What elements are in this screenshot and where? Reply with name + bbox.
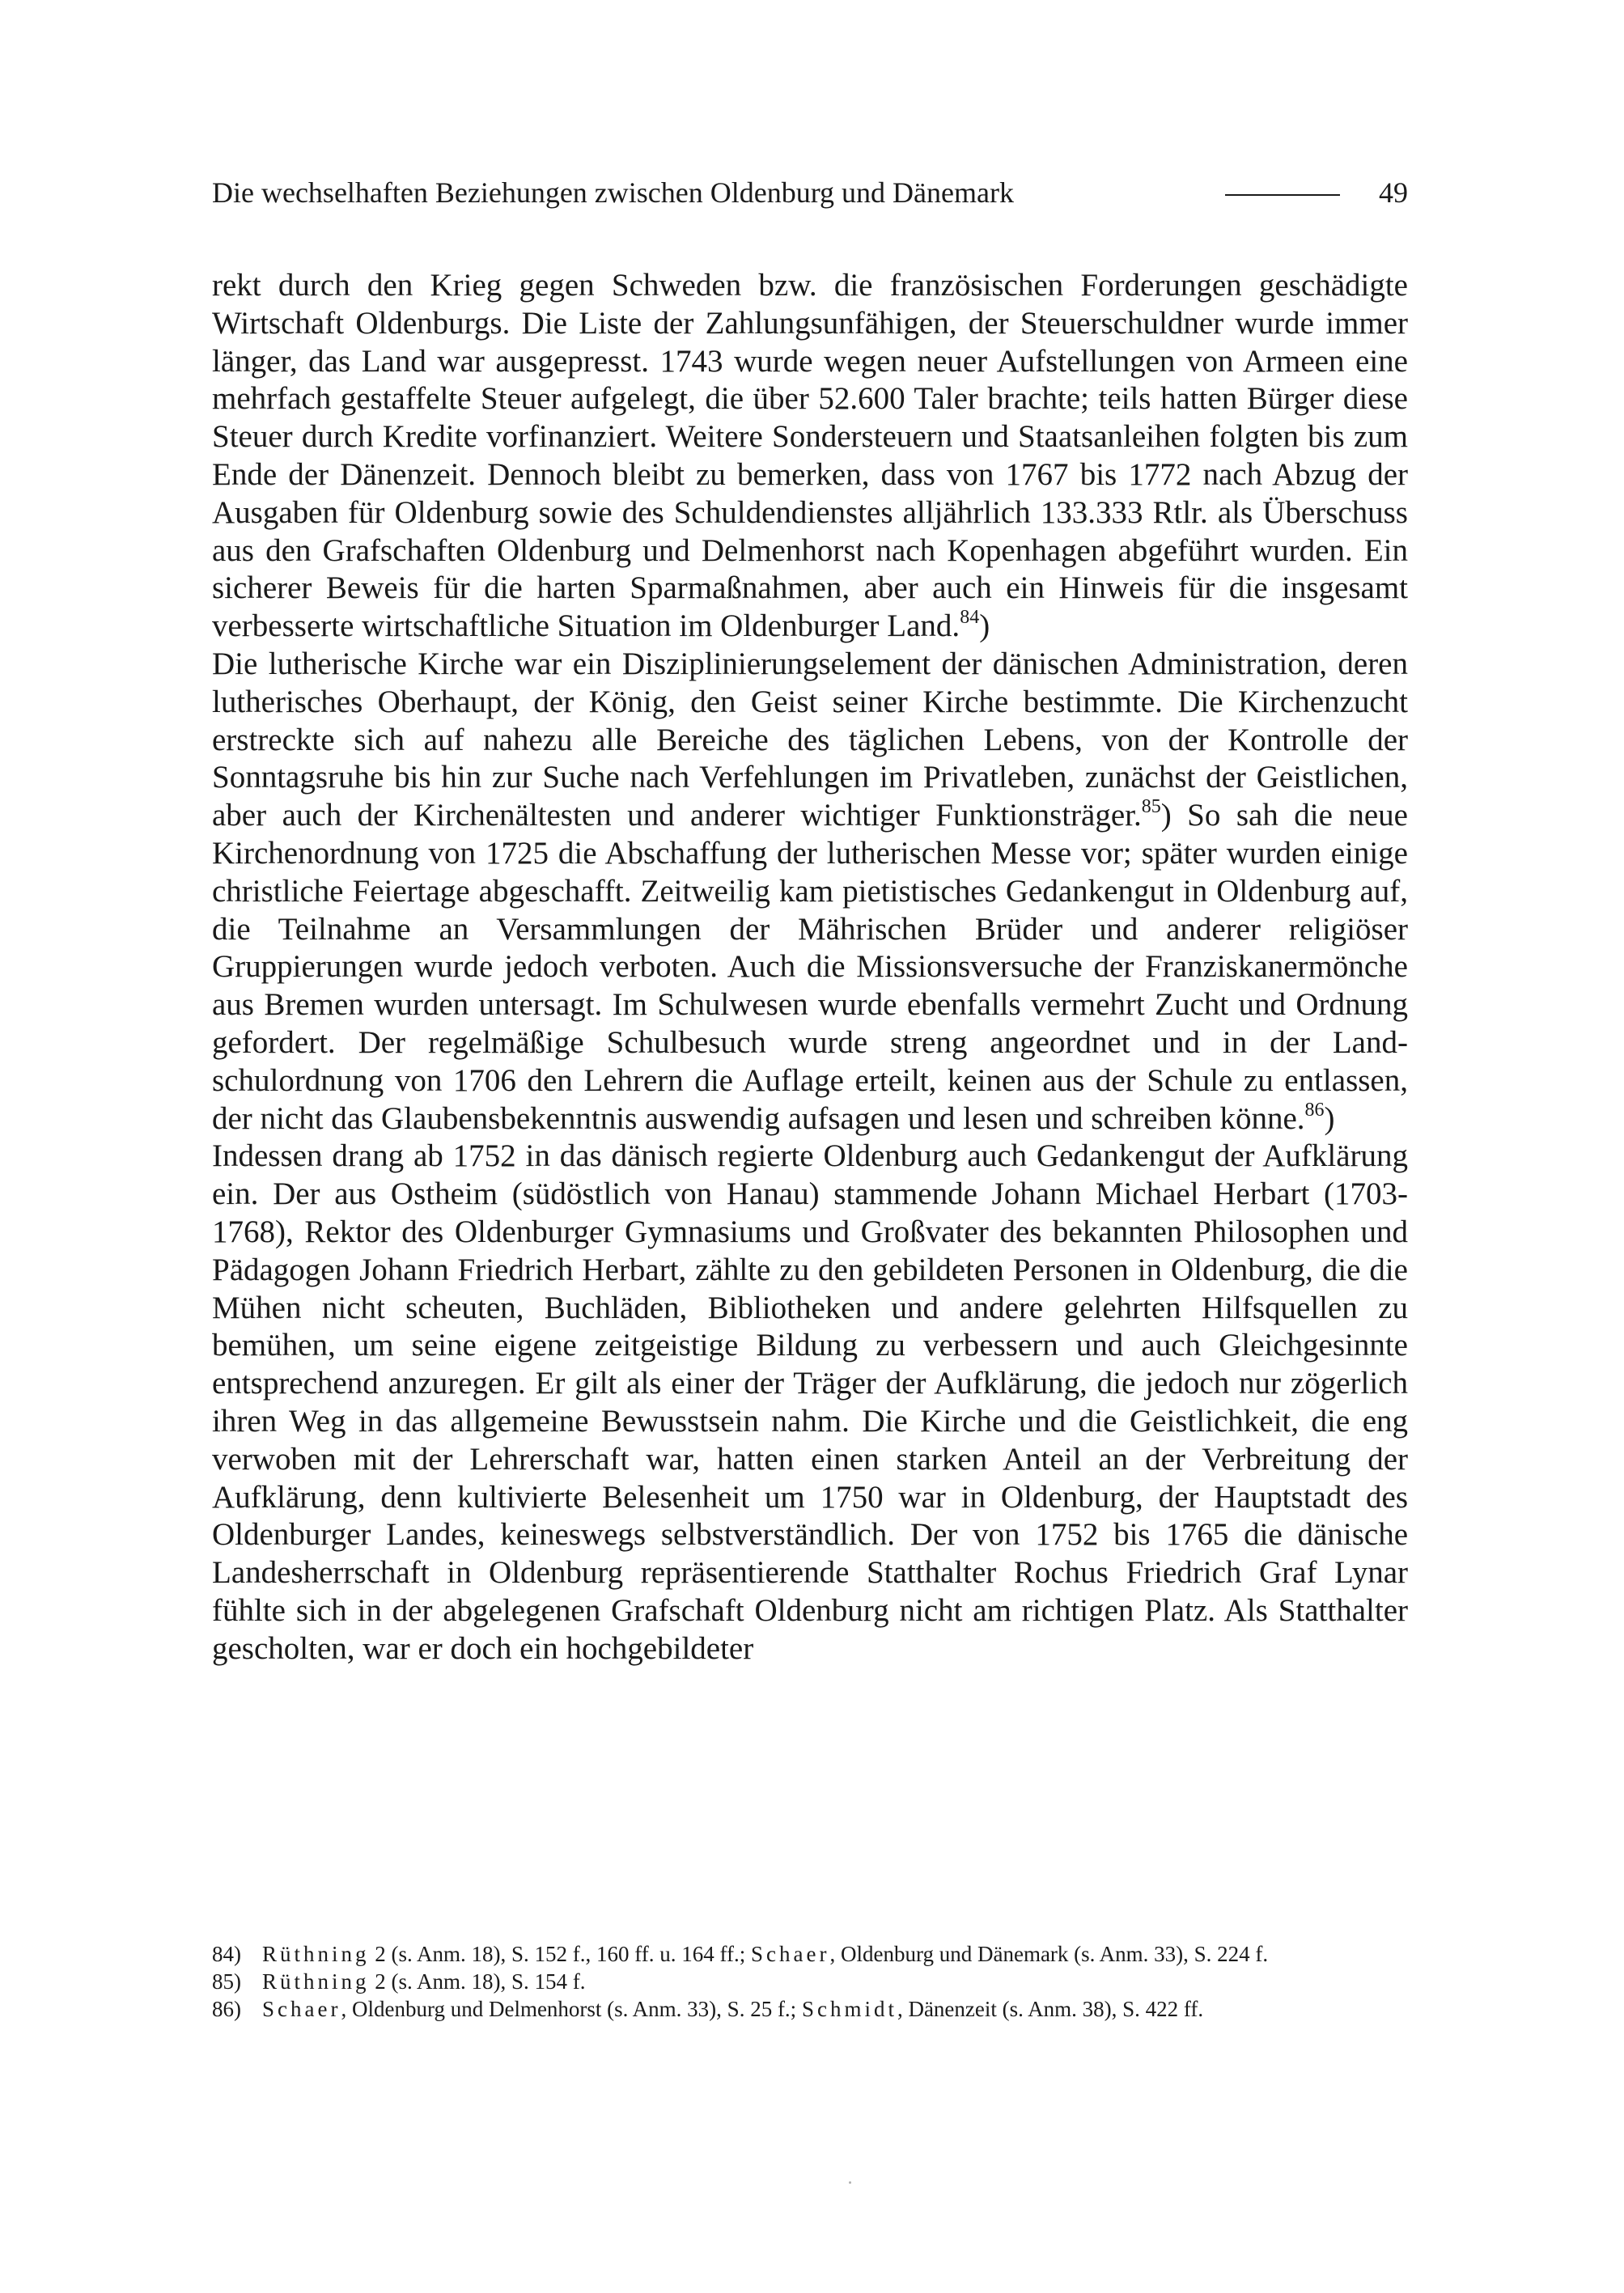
running-head-rule	[1225, 194, 1340, 196]
footnote-ref-86: 86	[1304, 1099, 1325, 1121]
footnote-number: 85)	[212, 1969, 241, 1994]
footnote-85	[212, 1968, 1408, 1995]
running-head-title: Die wechselhaften Beziehungen zwischen Oldenburg und Dänemark	[212, 176, 1014, 209]
body-text	[212, 267, 1408, 1668]
footnote-text: 2 (s. Anm. 18), S. 154 f.	[369, 1969, 586, 1994]
paragraph-1	[212, 267, 1408, 646]
footnote-text: 2 (s. Anm. 18), S. 152 f., 160 ff. u. 164 ff.;	[369, 1942, 752, 1966]
footnote-author: Rüthning	[262, 1942, 370, 1966]
paragraph-2-text-b: ) So sah die neue Kirchenordnung von 1725 die Abschaffung der lutherischen Messe vor; später wurden einige christliche Feiertage abgeschafft. Zeitweilig kam pietistisches Gedankengut in Oldenburg auf, die Teilnahme an Versammlungen der Mährischen Brüder und anderer religiöser Gruppierungen wurde jedoch verboten. Auch die Missionsversuche der Franziskanermönche aus Bremen wurden untersagt. Im Schulwesen wurde ebenfalls vermehrt Zucht und Ordnung gefordert. Der regelmäßige Schulbesuch wurde streng angeordnet und in der Landschulordnung von 1706 den Lehrern die Auflage erteilt, keinen aus der Schule zu entlassen, der nicht das Glaubensbekenntnis auswendig aufsagen und lesen und schreiben könne.	[212, 798, 1408, 1136]
footnote-number: 86)	[212, 1997, 241, 2021]
footnote-ref-86-close: )	[1324, 1100, 1335, 1136]
footnote-ref-84-close: )	[979, 608, 990, 644]
footnote-86	[212, 1995, 1408, 2023]
paragraph-2-text-a: Die lutherische Kirche war ein Disziplinierungselement der dänischen Administration, deren lutherisches Oberhaupt, der König, den Geist seiner Kirche bestimmte. Die Kirchenzucht erstreckte sich auf nahezu alle Bereiche des täglichen Lebens, von der Kontrolle der Sonntagsruhe bis hin zur Suche nach Verfehlungen im Privatleben, zunächst der Geistlichen, aber auch der Kirchenältesten und anderer wichtiger Funktionsträger.	[212, 646, 1408, 833]
paragraph-2	[212, 646, 1408, 1138]
footnote-ref-85: 85	[1141, 796, 1161, 818]
footnote-author: Rüthning	[262, 1969, 370, 1994]
page-number: 49	[1379, 176, 1408, 209]
footnotes	[212, 1940, 1408, 2023]
footnote-text: , Oldenburg und Delmenhorst (s. Anm. 33), S. 25 f.;	[341, 1997, 802, 2021]
book-page	[212, 0, 1408, 2293]
footnote-84	[212, 1940, 1408, 1968]
footnote-number: 84)	[212, 1942, 241, 1966]
footnote-text: , Dänenzeit (s. Anm. 38), S. 422 ff.	[897, 1997, 1204, 2021]
footnote-author: Schmidt	[801, 1997, 897, 2021]
paragraph-3-text: Indessen drang ab 1752 in das dänisch regierte Oldenburg auch Gedankengut der Aufklärung ein. Der aus Ostheim (südöstlich von Hanau) stammende Johann Michael Herbart (1703-1768), Rektor des Oldenburger Gymnasiums und Großvater des bekannten Philosophen und Pädagogen Johann Friedrich Herbart, zählte zu den gebildeten Personen in Oldenburg, die die Mühen nicht scheuten, Buchläden, Bibliotheken und andere gelehrten Hilfsquellen zu bemühen, um seine eigene zeitgeistige Bildung zu verbessern und auch Gleichgesinnte entsprechend anzuregen. Er gilt als einer der Träger der Aufklärung, die jedoch nur zögerlich ihren Weg in das allgemeine Bewusstsein nahm. Die Kirche und die Geistlichkeit, die eng verwoben mit der Lehrerschaft war, hatten einen starken Anteil an der Verbreitung der Aufklärung, denn kultivierte Belesenheit um 1750 war in Oldenburg, der Hauptstadt des Oldenburger Landes, keineswegs selbstverständlich. Der von 1752 bis 1765 die dänische Landesherrschaft in Oldenburg repräsentierende Statthalter Rochus Friedrich Graf Lynar fühlte sich in der abgelegenen Grafschaft Oldenburg nicht am richtigen Platz. Als Statthalter gescholten, war er doch ein hochgebildeter	[212, 1138, 1408, 1666]
footnote-author: Schaer	[262, 1997, 341, 2021]
footnote-text: , Oldenburg und Dänemark (s. Anm. 33), S. 224 f.	[829, 1942, 1269, 1966]
paragraph-1-text: rekt durch den Krieg gegen Schweden bzw. die französischen Forderungen geschädigte Wirtschaft Oldenburgs. Die Liste der Zahlungsunfähigen, der Steuerschuldner wurde immer länger, das Land war ausgepresst. 1743 wurde wegen neuer Aufstellungen von Armeen eine mehrfach gestaffelte Steuer aufgelegt, die über 52.600 Taler brachte; teils hatten Bürger diese Steuer durch Kredite vorfinanziert. Weitere Sondersteuern und Staatsanleihen folgten bis zum Ende der Dänenzeit. Dennoch bleibt zu bemerken, dass von 1767 bis 1772 nach Abzug der Ausgaben für Oldenburg sowie des Schuldendienstes alljährlich 133.333 Rtlr. als Überschuss aus den Grafschaften Oldenburg und Delmenhorst nach Kopenhagen abgeführt wurden. Ein sicherer Beweis für die harten Sparmaßnahmen, aber auch ein Hinweis für die insgesamt verbesserte wirtschaftliche Situation im Oldenburger Land.	[212, 268, 1408, 644]
footnote-author: Schaer	[751, 1942, 830, 1966]
paragraph-3	[212, 1138, 1408, 1668]
scan-speck	[849, 2181, 851, 2184]
running-head	[212, 170, 1408, 215]
footnote-ref-84: 84	[960, 607, 980, 629]
